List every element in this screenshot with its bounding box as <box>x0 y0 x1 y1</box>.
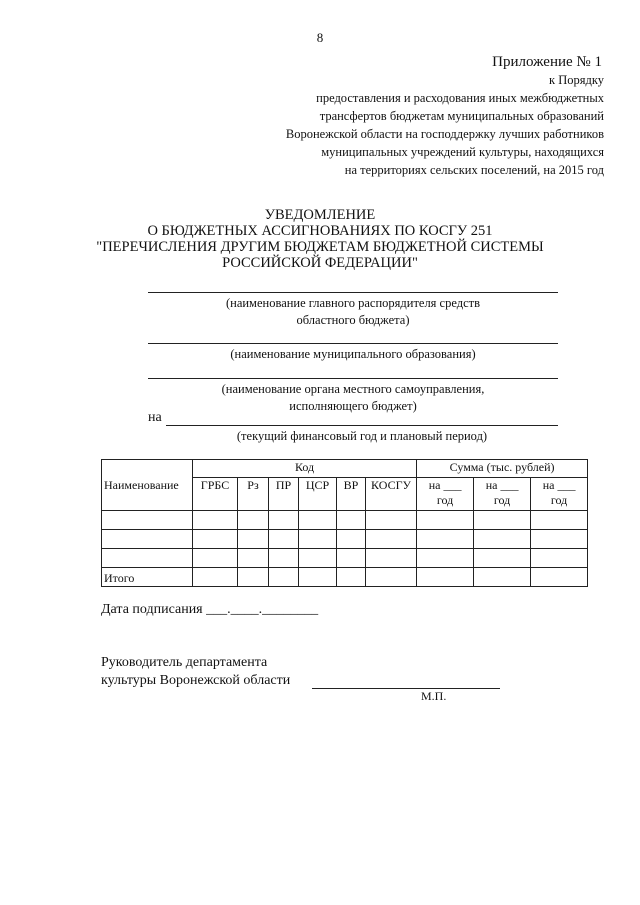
table-cell <box>269 549 299 568</box>
col-name-header: Наименование <box>102 460 193 511</box>
col-csr-header: ЦСР <box>299 478 337 511</box>
table-cell <box>531 530 588 549</box>
municipality-underline <box>148 343 558 344</box>
table-cell <box>337 549 366 568</box>
col-year-3-header <box>531 478 588 511</box>
table-cell <box>102 549 193 568</box>
year-line: год <box>550 493 568 507</box>
appropriations-table <box>101 459 588 587</box>
table-cell <box>238 530 269 549</box>
appendix-line: трансфертов бюджетам муниципальных образований <box>319 109 604 123</box>
table-cell <box>337 511 366 530</box>
authority-caption <box>148 381 558 415</box>
appendix-line: Воронежской области на господдержку лучших работников <box>285 127 604 141</box>
period-underline <box>166 425 558 426</box>
table-cell <box>531 511 588 530</box>
total-label: Итого <box>102 568 193 587</box>
table-cell <box>299 549 337 568</box>
main-manager-caption <box>148 295 558 329</box>
notice-line: "ПЕРЕЧИСЛЕНИЯ ДРУГИМ БЮДЖЕТАМ БЮДЖЕТНОЙ СИСТЕМЫ <box>96 239 544 255</box>
table-cell <box>193 511 238 530</box>
table-cell <box>474 549 531 568</box>
head-title-line-1: Руководитель департамента <box>101 655 268 670</box>
table-cell <box>269 568 299 587</box>
table-cell <box>269 530 299 549</box>
table-cell <box>417 568 474 587</box>
year-line: год <box>493 493 511 507</box>
table-row <box>102 511 588 530</box>
col-kosgu-header: КОСГУ <box>366 478 417 511</box>
period-prefix: на <box>148 410 162 425</box>
stamp-mark: М.П. <box>421 689 447 703</box>
table-cell <box>337 568 366 587</box>
table-cell <box>417 530 474 549</box>
table-cell <box>193 568 238 587</box>
table-cell <box>299 568 337 587</box>
table-cell <box>531 549 588 568</box>
authority-underline <box>148 378 558 379</box>
notice-line: О БЮДЖЕТНЫХ АССИГНОВАНИЯХ ПО КОСГУ 251 <box>147 223 493 239</box>
year-line: год <box>436 493 454 507</box>
signature-underline <box>312 688 500 689</box>
caption-line: исполняющего бюджет) <box>289 399 417 413</box>
appendix-reference <box>244 71 604 179</box>
table-cell <box>102 511 193 530</box>
table-total-row <box>102 568 588 587</box>
table-cell <box>193 549 238 568</box>
notice-line: РОССИЙСКОЙ ФЕДЕРАЦИИ" <box>222 255 418 271</box>
table-cell <box>337 530 366 549</box>
table-cell <box>366 530 417 549</box>
head-title-line-2: культуры Воронежской области <box>101 673 291 688</box>
table-cell <box>299 530 337 549</box>
table-cell <box>474 530 531 549</box>
table-cell <box>102 530 193 549</box>
col-rz-header: Рз <box>238 478 269 511</box>
col-year-2-header <box>474 478 531 511</box>
appendix-line: муниципальных учреждений культуры, находящихся <box>321 145 604 159</box>
year-line: на ___ <box>542 478 576 492</box>
table-cell <box>366 511 417 530</box>
table-cell <box>299 511 337 530</box>
table-row <box>102 530 588 549</box>
table-cell <box>238 511 269 530</box>
caption-line: областного бюджета) <box>296 313 410 327</box>
table-cell <box>417 511 474 530</box>
caption-line: (наименование главного распорядителя средств <box>225 296 481 310</box>
col-vr-header: ВР <box>337 478 366 511</box>
table-row <box>102 549 588 568</box>
notice-line: УВЕДОМЛЕНИЕ <box>264 207 376 223</box>
main-manager-underline <box>148 292 558 293</box>
table-cell <box>474 568 531 587</box>
sum-group-header: Сумма (тыс. рублей) <box>417 460 588 478</box>
col-pr-header: ПР <box>269 478 299 511</box>
table-cell <box>238 549 269 568</box>
table-cell <box>417 549 474 568</box>
municipality-caption: (наименование муниципального образования) <box>230 347 476 361</box>
appendix-line: предоставления и расходования иных межбюджетных <box>316 91 604 105</box>
table-cell <box>238 568 269 587</box>
table-cell <box>531 568 588 587</box>
code-group-header: Код <box>193 460 417 478</box>
appendix-line: на территориях сельских поселений, на 2015 год <box>344 163 604 177</box>
table-header-row <box>102 460 588 478</box>
caption-line: (наименование органа местного самоуправления, <box>221 382 485 396</box>
year-line: на ___ <box>485 478 519 492</box>
table-cell <box>366 568 417 587</box>
col-grbs-header: ГРБС <box>193 478 238 511</box>
notice-heading <box>60 207 580 271</box>
appendix-line: к Порядку <box>549 73 604 87</box>
table-cell <box>474 511 531 530</box>
page-number: 8 <box>316 30 324 45</box>
table-cell <box>269 511 299 530</box>
col-year-1-header <box>417 478 474 511</box>
table-cell <box>193 530 238 549</box>
period-caption: (текущий финансовый год и плановый период) <box>236 429 488 443</box>
appendix-title: Приложение № 1 <box>492 54 602 70</box>
table-cell <box>366 549 417 568</box>
year-line: на ___ <box>428 478 462 492</box>
signing-date: Дата подписания ___.____.________ <box>101 602 319 617</box>
